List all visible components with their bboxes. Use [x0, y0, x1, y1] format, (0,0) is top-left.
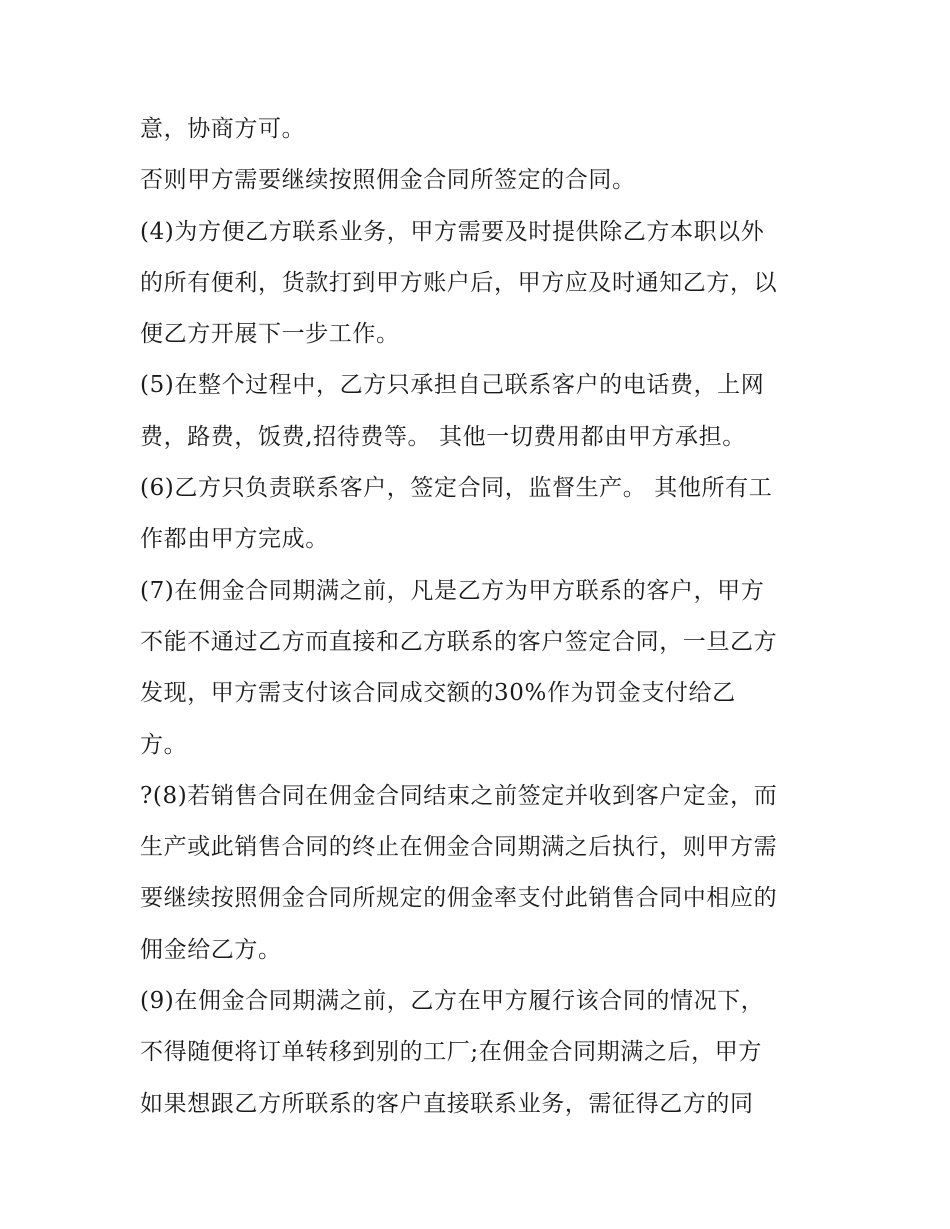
text-line: (7)在佣金合同期满之前，凡是乙方为甲方联系的客户，甲方: [140, 577, 765, 604]
text-line: 方。: [140, 731, 188, 758]
text-line: 如果想跟乙方所联系的客户直接联系业务，需征得乙方的同: [140, 1090, 754, 1117]
text-line: 的所有便利，货款打到甲方账户后，甲方应及时通知乙方，以: [140, 269, 778, 296]
text-line: (6)乙方只负责联系客户，签定合同，监督生产。 其他所有工: [140, 475, 773, 502]
text-line: 费，路费，饭费,招待费等。 其他一切费用都由甲方承担。: [140, 423, 746, 450]
text-line: 意，协商方可。: [140, 116, 306, 142]
text-line: ?(8)若销售合同在佣金合同结束之前签定并收到客户定金，而: [140, 782, 778, 809]
text-line: 便乙方开展下一步工作。: [140, 321, 400, 348]
text-line: (9)在佣金合同期满之前，乙方在甲方履行该合同的情况下，: [140, 988, 765, 1015]
text-line: 发现，甲方需支付该合同成交额的30%作为罚金支付给乙: [140, 680, 736, 707]
text-line: (5)在整个过程中，乙方只承担自己联系客户的电话费，上网: [140, 372, 765, 399]
text-line: 否则甲方需要继续按照佣金合同所签定的合同。: [140, 167, 636, 194]
text-line: 佣金给乙方。: [140, 936, 282, 963]
text-line: 作都由甲方完成。: [140, 526, 329, 553]
text-line: (4)为方便乙方联系业务，甲方需要及时提供除乙方本职以外: [140, 218, 765, 245]
text-line: 要继续按照佣金合同所规定的佣金率支付此销售合同中相应的: [140, 885, 778, 912]
document-body: [140, 104, 820, 1130]
text-line: 不能不通过乙方而直接和乙方联系的客户签定合同，一旦乙方: [140, 628, 778, 655]
text-line: 不得随便将订单转移到别的工厂;在佣金合同期满之后，甲方: [140, 1039, 762, 1066]
text-line: 生产或此销售合同的终止在佣金合同期满之后执行，则甲方需: [140, 834, 778, 861]
